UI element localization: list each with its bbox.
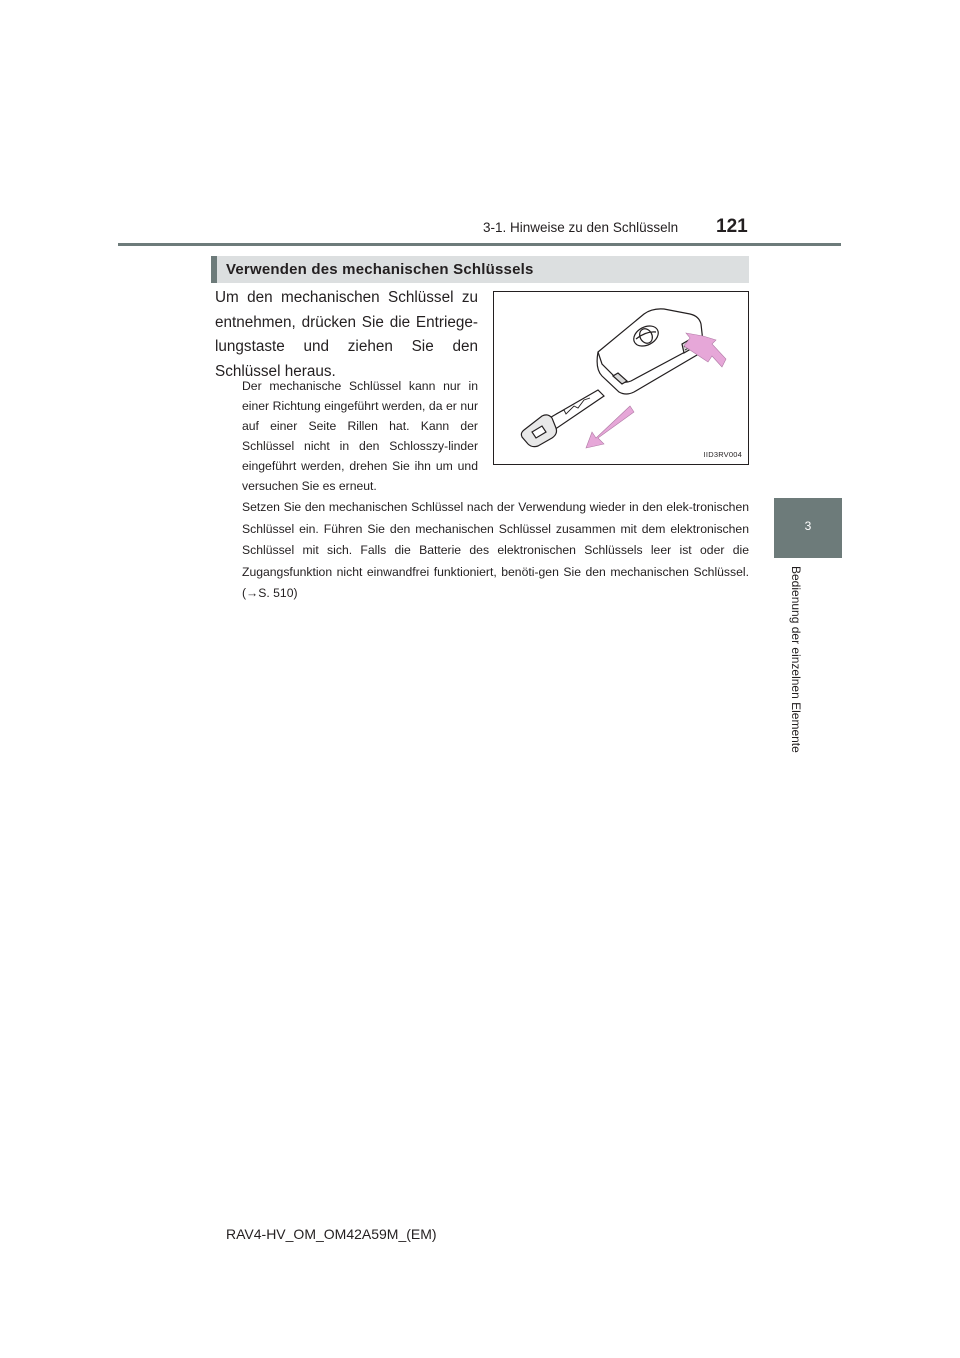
chapter-label: Bedienung der einzelnen Elemente: [789, 566, 803, 753]
note-paragraph: Der mechanische Schlüssel kann nur in einer Richtung eingeführt werden, da er nur auf einer Seite Rillen hat. Kann der Schlüssel nicht in den Schlosszy-linder eingeführt werden, drehen Sie ihn um und versuchen Sie es erneut.: [242, 379, 478, 493]
section-title-accent: [211, 256, 217, 283]
key-drawing: [494, 292, 748, 464]
page-number: 121: [716, 216, 748, 237]
release-direction-arrow-icon: [684, 333, 726, 367]
key-illustration: [493, 291, 749, 465]
chapter-number: 3: [804, 519, 812, 533]
figure-code: IID3RV004: [703, 450, 742, 459]
running-header-section: 3-1. Hinweise zu den Schlüsseln: [483, 220, 679, 235]
intro-paragraph: Um den mechanischen Schlüssel zu entnehmen, drücken Sie die Entriege-lungstaste und ziehen Sie den Schlüssel heraus.: [215, 289, 478, 380]
pull-out-direction-arrow-icon: [586, 406, 634, 448]
header-divider: [118, 243, 841, 246]
electronic-key-icon: [597, 309, 703, 394]
section-title: Verwenden des mechanischen Schlüssels: [226, 261, 534, 278]
document-id: RAV4-HV_OM_OM42A59M_(EM): [226, 1226, 437, 1242]
body-paragraph: Setzen Sie den mechanischen Schlüssel nach der Verwendung wieder in den elek-tronischen Schlüssel ein. Führen Sie den mechanischen Schlüssel zusammen mit dem elektronischen Schlüssel mit sich. Falls die Batterie des elektronischen Schlüssels leer ist oder die Zugangsfunktion nicht einwandfrei funktioniert, benöti-gen Sie den mechanischen Schlüssel. (→S. 510): [242, 500, 749, 600]
